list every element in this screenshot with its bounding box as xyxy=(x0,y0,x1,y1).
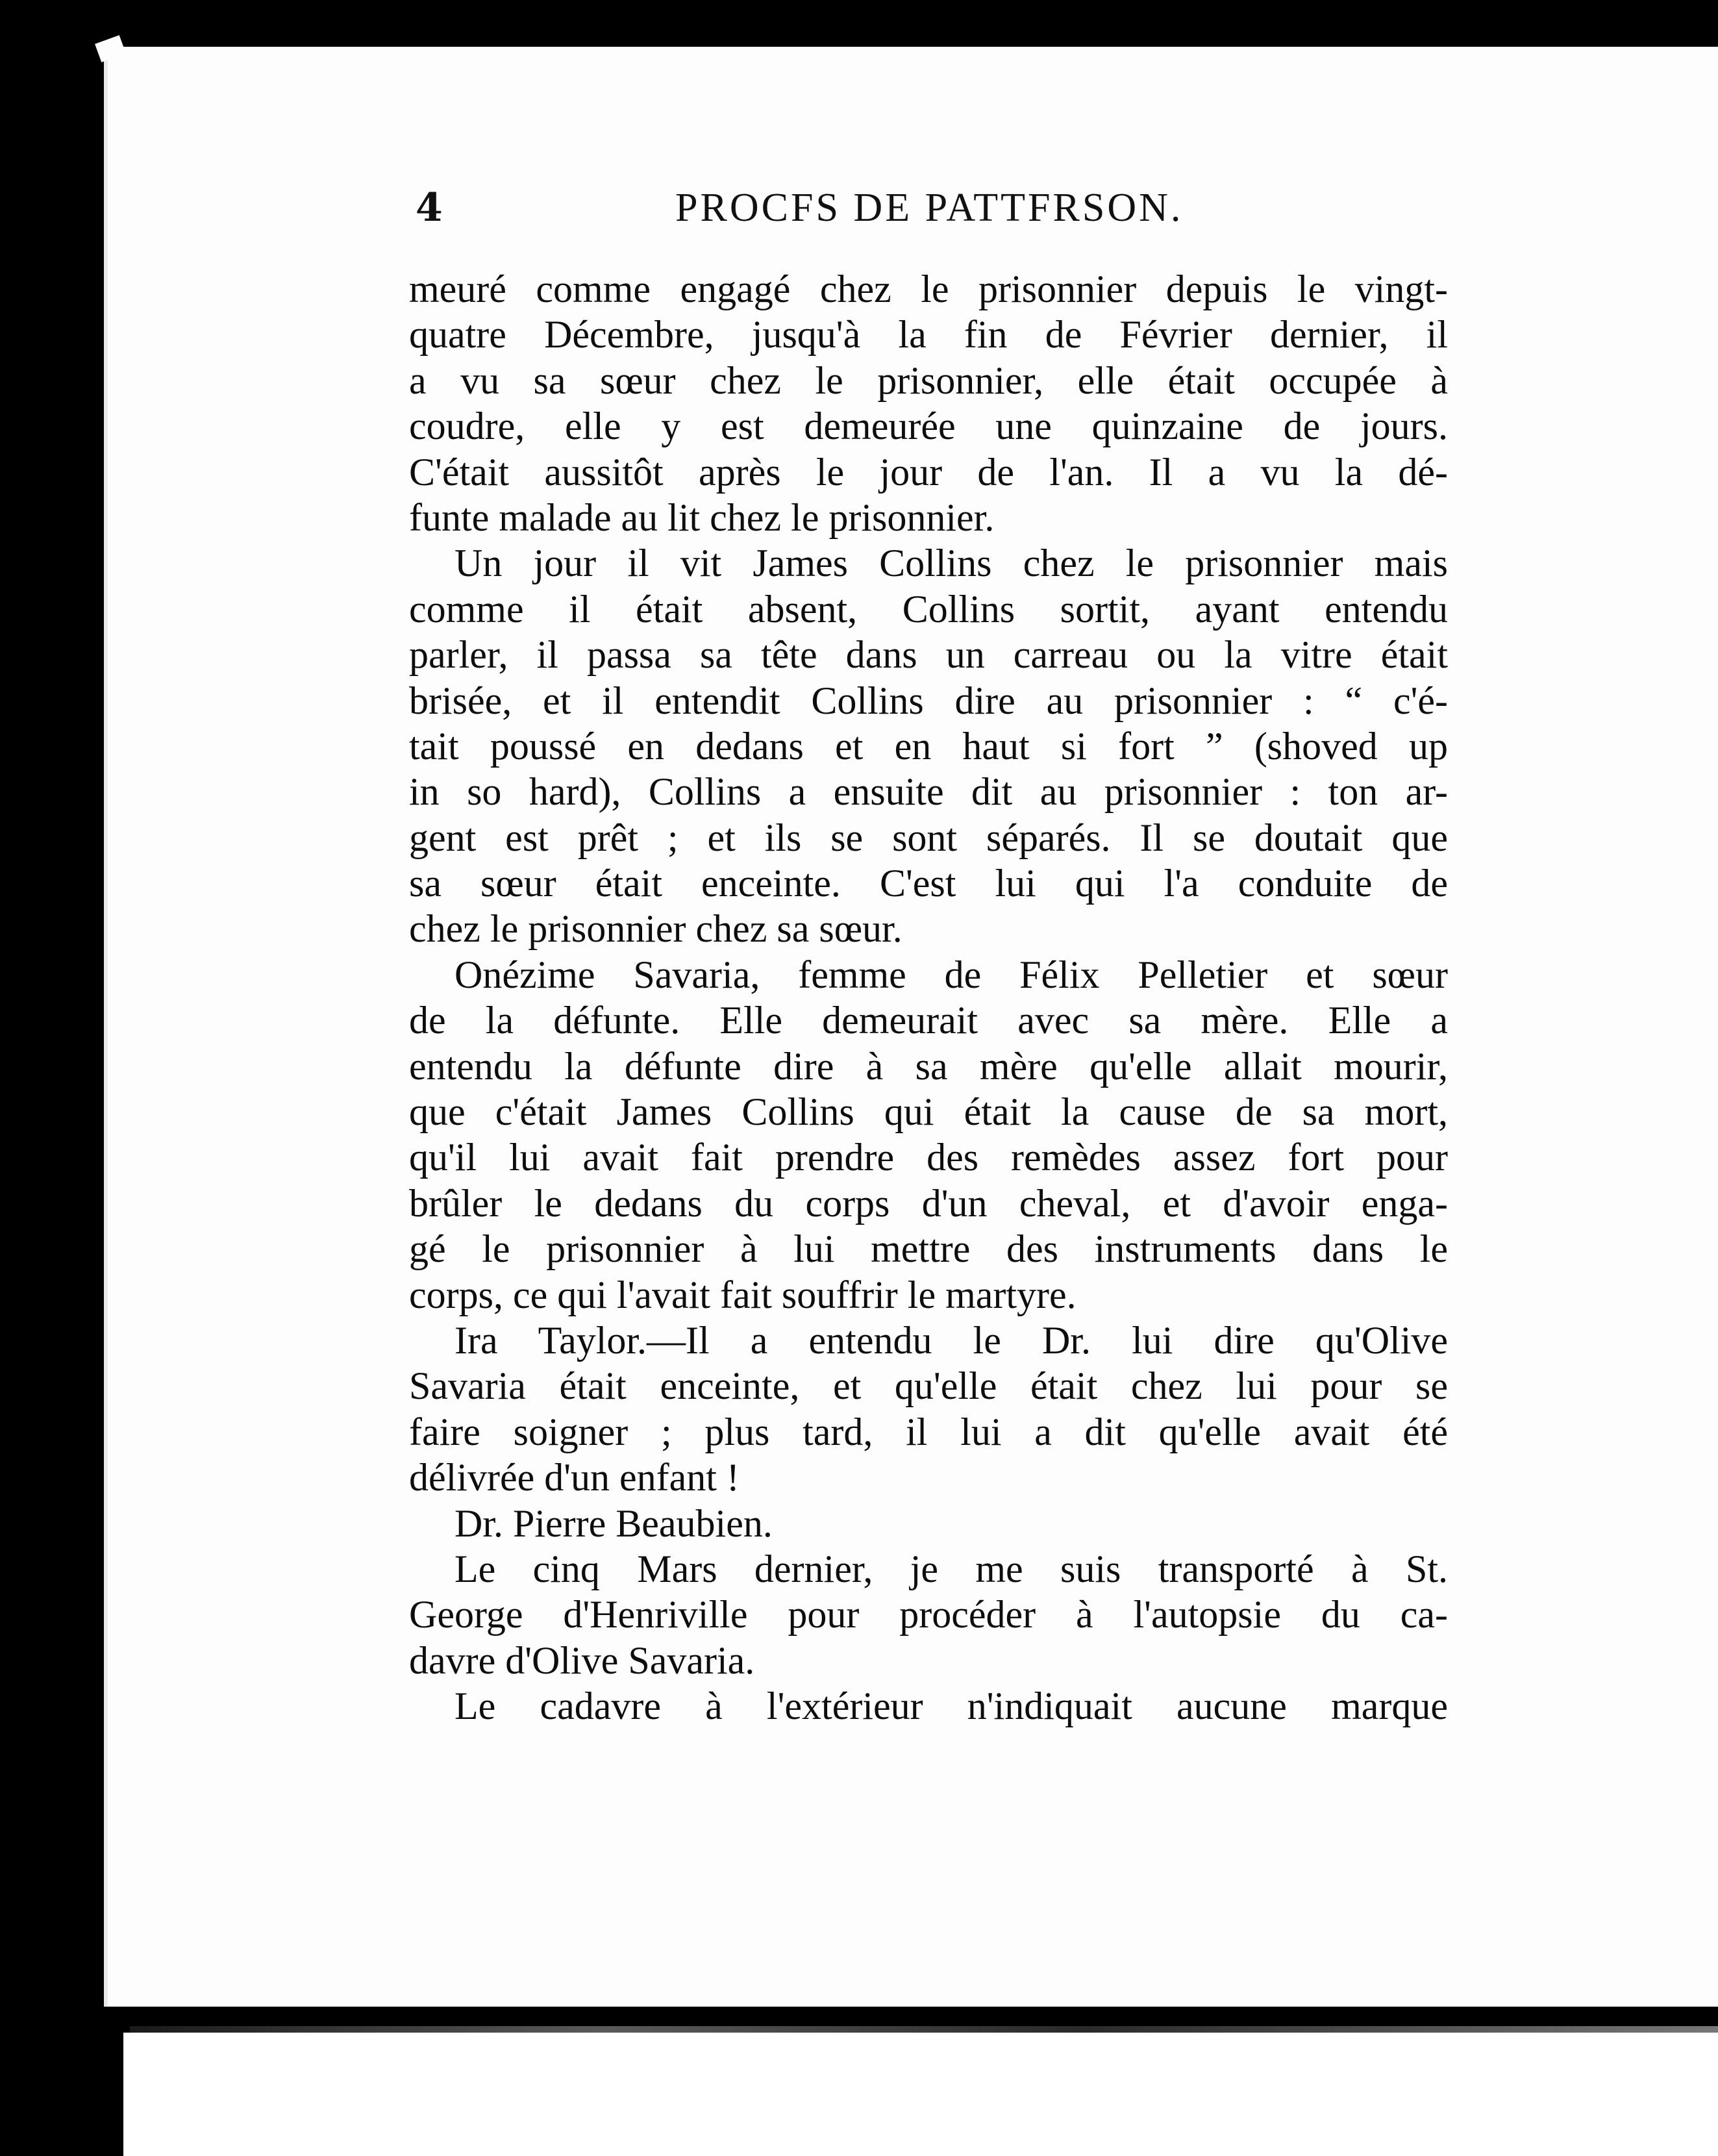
text-line: funte malade au lit chez le prisonnier. xyxy=(409,495,995,539)
text-line: George d'Henriville pour procéder à l'autopsie du ca- xyxy=(409,1593,1448,1636)
text-line: faire soigner ; plus tard, il lui a dit qu'elle avait été xyxy=(409,1410,1448,1453)
text-line: quatre Décembre, jusqu'à la fin de Février dernier, il xyxy=(409,313,1448,357)
text-line: corps, ce qui l'avait fait souffrir le martyre. xyxy=(409,1273,1077,1316)
text-line: Un jour il vit James Collins chez le prisonnier mais xyxy=(454,542,1448,585)
text-line: brûler le dedans du corps d'un cheval, et d'avoir enga- xyxy=(409,1181,1448,1225)
text-line: parler, il passa sa tête dans un carreau ou la vitre était xyxy=(409,633,1448,677)
paper-bottom-margin xyxy=(123,2033,1718,2156)
page-number: 4 xyxy=(416,185,443,231)
text-line: Dr. Pierre Beaubien. xyxy=(454,1501,773,1545)
text-line: Le cinq Mars dernier, je me suis transporté à St. xyxy=(454,1547,1448,1590)
text-line: Onézime Savaria, femme de Félix Pelletier et sœur xyxy=(454,953,1448,996)
text-line: C'était aussitôt après le jour de l'an. Il a vu la dé- xyxy=(409,450,1448,494)
text-line: sa sœur était enceinte. C'est lui qui l'a conduite de xyxy=(409,862,1448,905)
text-line: comme il était absent, Collins sortit, ayant entendu xyxy=(409,587,1448,631)
text-line: Savaria était enceinte, et qu'elle était chez lui pour se xyxy=(409,1364,1448,1408)
text-line: gé le prisonnier à lui mettre des instruments dans le xyxy=(409,1227,1448,1271)
text-line: chez le prisonnier chez sa sœur. xyxy=(409,907,903,951)
text-line: délivrée d'un enfant ! xyxy=(409,1456,740,1499)
body-text xyxy=(409,266,1448,1729)
text-line: entendu la défunte dire à sa mère qu'elle allait mourir, xyxy=(409,1044,1448,1088)
text-line: Le cadavre à l'extérieur n'indiquait aucune marque xyxy=(454,1685,1448,1728)
text-line: in so hard), Collins a ensuite dit au prisonnier : ton ar- xyxy=(409,770,1448,814)
text-line: tait poussé en dedans et en haut si fort ” (shoved up xyxy=(409,724,1448,768)
text-line: de la défunte. Elle demeurait avec sa mère. Elle a xyxy=(409,999,1448,1042)
text-line: Ira Taylor.—Il a entendu le Dr. lui dire qu'Olive xyxy=(454,1318,1448,1362)
page-header xyxy=(403,182,1532,234)
text-line: meuré comme engagé chez le prisonnier depuis le vingt- xyxy=(409,268,1448,310)
text-line: brisée, et il entendit Collins dire au prisonnier : “ c'é- xyxy=(409,679,1448,722)
text-line: davre d'Olive Savaria. xyxy=(409,1638,755,1682)
text-line: a vu sa sœur chez le prisonnier, elle était occupée à xyxy=(409,358,1448,402)
text-line: gent est prêt ; et ils se sont séparés. Il se doutait que xyxy=(409,816,1448,859)
text-line: que c'était James Collins qui était la cause de sa mort, xyxy=(409,1090,1448,1134)
running-title: PROCFS DE PATTFRSON. xyxy=(675,186,1184,230)
text-line: coudre, elle y est demeurée une quinzaine de jours. xyxy=(409,405,1448,448)
text-line: qu'il lui avait fait prendre des remèdes assez fort pour xyxy=(409,1136,1448,1179)
